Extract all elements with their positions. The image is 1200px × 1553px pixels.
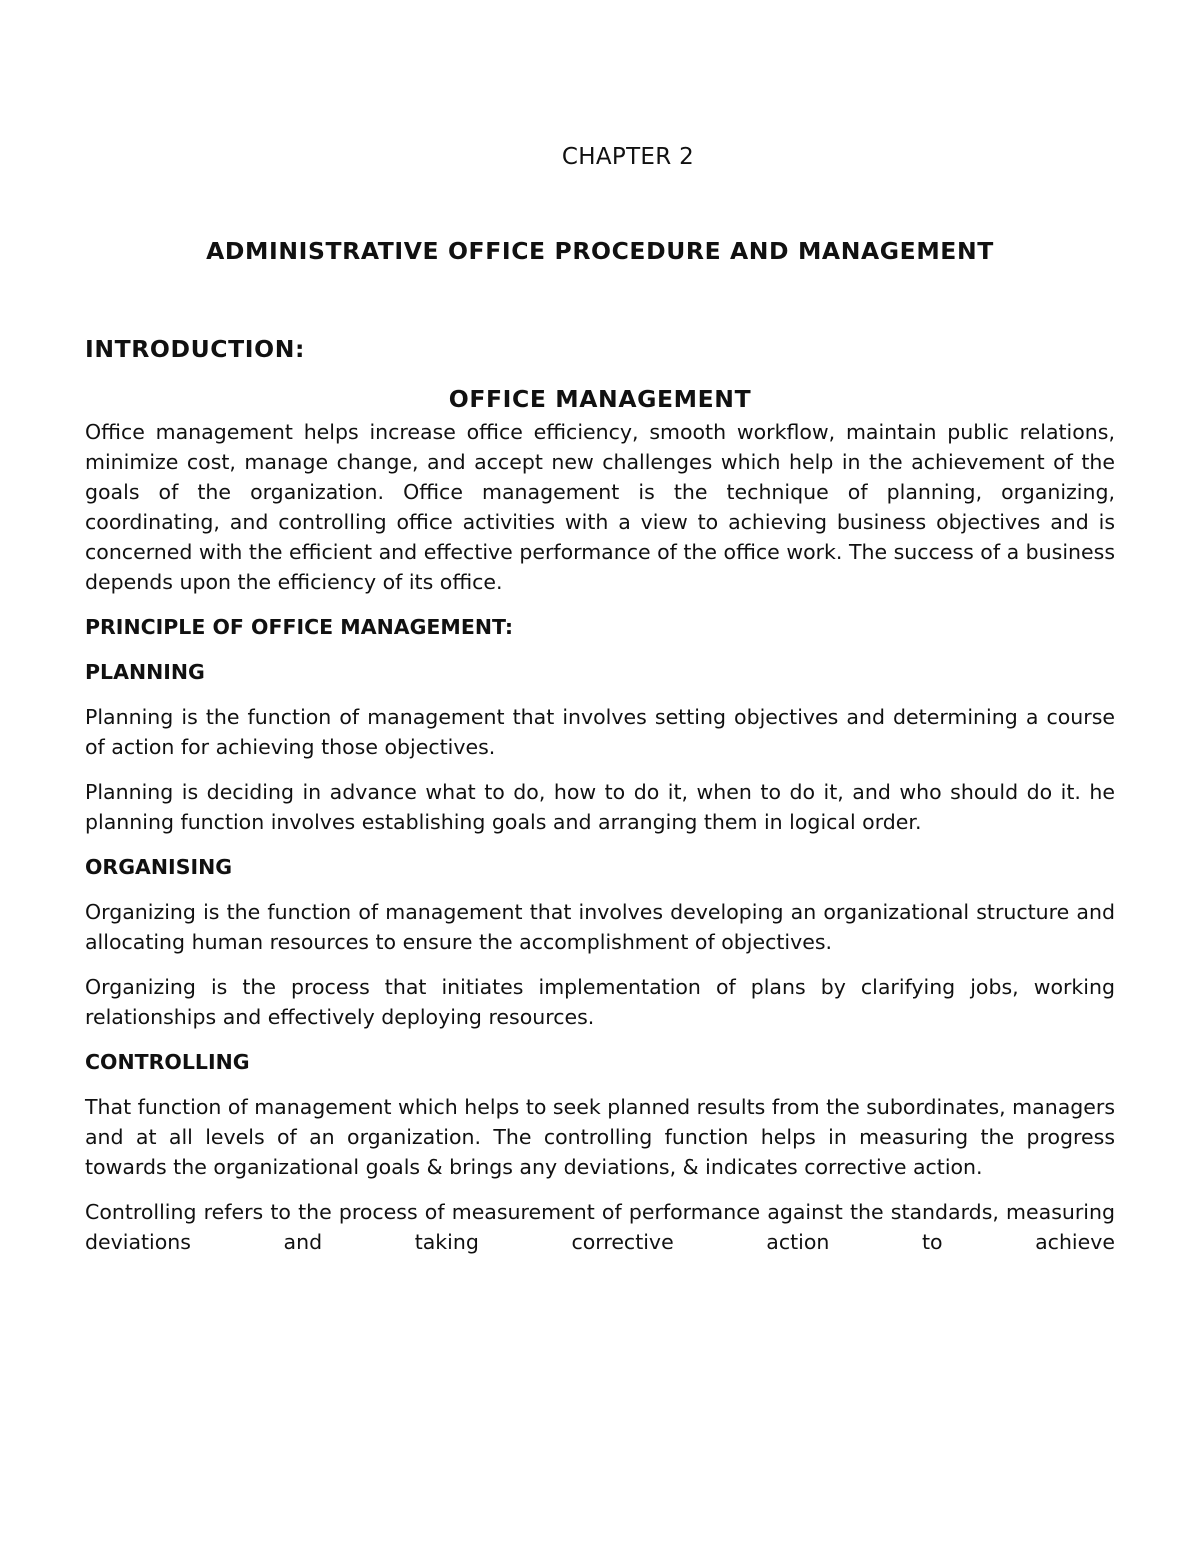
chapter-label: CHAPTER 2 (561, 144, 695, 170)
introduction-heading: INTRODUCTION: (85, 335, 305, 363)
organising-paragraph-2: Organizing is the process that initiates implementation of plans by clarifying jobs, working relationships and effectively deploying resources. (85, 975, 1115, 1029)
planning-paragraph-1: Planning is the function of management that involves setting objectives and determining a course of action for achieving those objectives. (85, 705, 1115, 759)
organising-heading: ORGANISING (85, 855, 233, 879)
principle-heading: PRINCIPLE OF OFFICE MANAGEMENT: (85, 615, 514, 639)
document-content (85, 140, 1115, 1257)
planning-heading: PLANNING (85, 660, 205, 684)
organising-paragraph-1: Organizing is the function of management that involves developing an organizational structure and allocating human resources to ensure the accomplishment of objectives. (85, 900, 1115, 954)
controlling-paragraph-1: That function of management which helps to seek planned results from the subordinates, managers and at all levels of an organization. The controlling function helps in measuring the progress towards the organizational goals & brings any deviations, & indicates corrective action. (85, 1095, 1115, 1179)
planning-paragraph-2: Planning is deciding in advance what to do, how to do it, when to do it, and who should do it. he planning function involves establishing goals and arranging them in logical order. (85, 780, 1115, 834)
intro-paragraph: Office management helps increase office efficiency, smooth workflow, maintain public relations, minimize cost, manage change, and accept new challenges which help in the achievement of the goals of the organization. Office management is the technique of planning, organizing, coordinating, and controlling office activities with a view to achieving business objectives and is concerned with the efficient and effective performance of the office work. The success of a business depends upon the efficiency of its office. (85, 420, 1116, 594)
controlling-heading: CONTROLLING (85, 1050, 250, 1074)
office-management-heading: OFFICE MANAGEMENT (448, 385, 752, 413)
controlling-paragraph-2: Controlling refers to the process of measurement of performance against the standards, measuring deviations and taking corrective action to achieve (85, 1200, 1115, 1254)
document-title: ADMINISTRATIVE OFFICE PROCEDURE AND MANAGEMENT (206, 237, 994, 265)
